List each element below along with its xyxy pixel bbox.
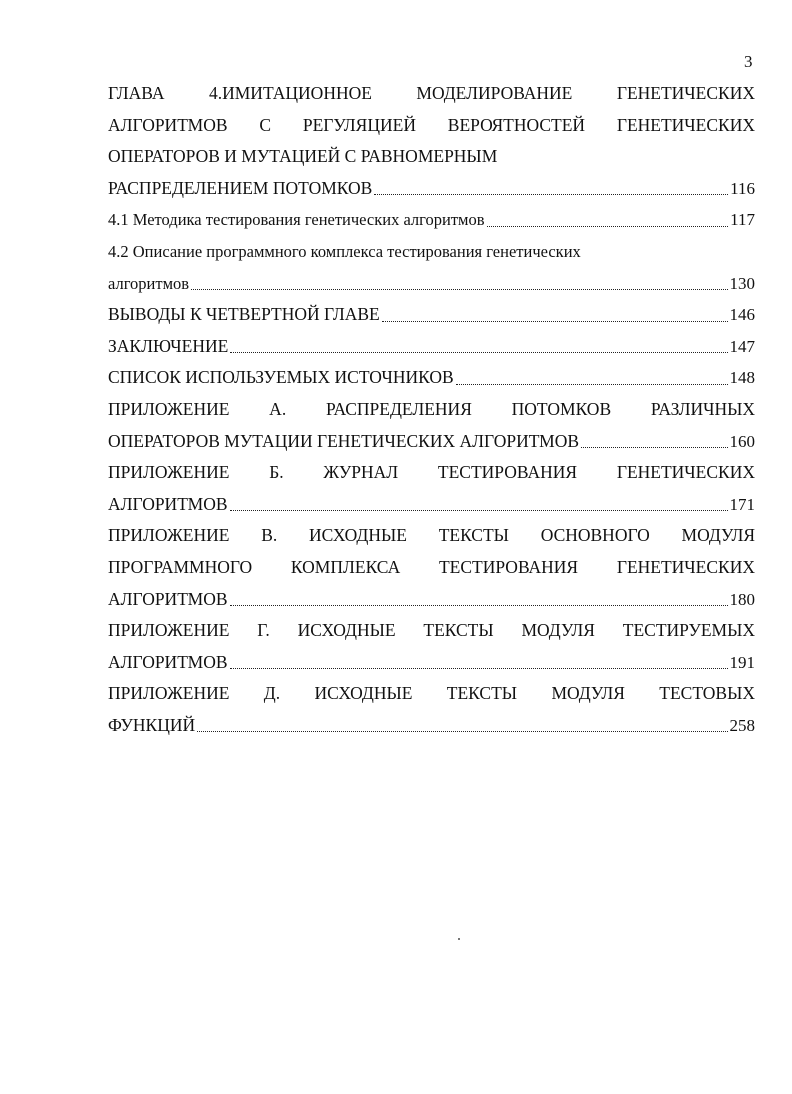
toc-entry-line: 4.1 Методика тестирования генетических алгоритмов xyxy=(108,210,485,230)
toc-entry-line: ГЛАВА 4.ИМИТАЦИОННОЕ МОДЕЛИРОВАНИЕ ГЕНЕТИЧЕСКИХ xyxy=(108,83,755,103)
toc-page-number: 117 xyxy=(730,210,755,230)
dot-leader xyxy=(230,352,727,353)
toc-entry-last-line xyxy=(108,362,755,394)
toc-entry-line: АЛГОРИТМОВ xyxy=(108,651,228,672)
toc-entry-appendix-g[interactable] xyxy=(108,615,755,678)
toc-entry-line: алгоритмов xyxy=(108,273,190,293)
toc-entry-line: ОПЕРАТОРОВ МУТАЦИИ ГЕНЕТИЧЕСКИХ АЛГОРИТМОВ xyxy=(108,430,580,451)
toc-entry-conclusion[interactable] xyxy=(108,331,755,363)
toc-entry-last-line xyxy=(108,331,755,363)
toc-page-number: 148 xyxy=(729,368,755,388)
toc-entry-last-line xyxy=(108,268,755,300)
toc-page-number: 171 xyxy=(729,494,755,514)
toc-entry-section-4-1[interactable] xyxy=(108,204,755,236)
dot-leader xyxy=(230,605,728,606)
page-number: 3 xyxy=(744,52,753,71)
dot-leader xyxy=(456,384,728,385)
toc-entry-last-line xyxy=(108,647,755,679)
toc-entry-line: АЛГОРИТМОВ xyxy=(108,493,228,514)
toc-entry-line: ПРИЛОЖЕНИЕ Б. ЖУРНАЛ ТЕСТИРОВАНИЯ ГЕНЕТИЧЕСКИХ xyxy=(108,462,755,483)
toc-entry-line: ВЫВОДЫ К ЧЕТВЕРТНОЙ ГЛАВЕ xyxy=(108,304,380,325)
toc-entry-appendix-d[interactable] xyxy=(108,678,755,741)
scan-speck xyxy=(458,938,460,940)
toc-entry-line: ПРИЛОЖЕНИЕ Д. ИСХОДНЫЕ ТЕКСТЫ МОДУЛЯ ТЕСТОВЫХ xyxy=(108,683,755,704)
toc-entry-last-line xyxy=(108,489,755,521)
toc-entry-last-line xyxy=(108,710,755,742)
toc-page-number: 160 xyxy=(729,431,755,451)
toc-entry-line: ЗАКЛЮЧЕНИЕ xyxy=(108,335,229,356)
dot-leader xyxy=(487,226,729,227)
toc-page-number: 146 xyxy=(729,305,755,325)
toc-entry-appendix-a[interactable] xyxy=(108,394,755,457)
dot-leader xyxy=(581,447,727,448)
toc-entry-last-line xyxy=(108,426,755,458)
toc-entry-appendix-b[interactable] xyxy=(108,457,755,520)
toc-entry-section-4-2[interactable] xyxy=(108,236,755,299)
toc-entry-line: ПРИЛОЖЕНИЕ Г. ИСХОДНЫЕ ТЕКСТЫ МОДУЛЯ ТЕСТИРУЕМЫХ xyxy=(108,620,755,641)
table-of-contents xyxy=(108,78,755,741)
toc-entry-line: СПИСОК ИСПОЛЬЗУЕМЫХ ИСТОЧНИКОВ xyxy=(108,367,454,388)
toc-entry-line: ПРОГРАММНОГО КОМПЛЕКСА ТЕСТИРОВАНИЯ ГЕНЕТИЧЕСКИХ xyxy=(108,556,755,577)
dot-leader xyxy=(374,194,728,195)
toc-entry-chapter-4-conclusions[interactable] xyxy=(108,299,755,331)
toc-entry-last-line xyxy=(108,584,755,616)
toc-page-number: 180 xyxy=(729,589,755,609)
toc-page-number: 147 xyxy=(729,336,755,356)
toc-page-number: 116 xyxy=(730,178,755,198)
toc-page-number: 130 xyxy=(729,273,755,293)
dot-leader xyxy=(191,289,727,290)
dot-leader xyxy=(197,731,727,732)
dot-leader xyxy=(382,321,728,322)
toc-page-number: 191 xyxy=(729,652,755,672)
toc-entry-line: ПРИЛОЖЕНИЕ А. РАСПРЕДЕЛЕНИЯ ПОТОМКОВ РАЗЛИЧНЫХ xyxy=(108,398,755,419)
toc-entry-last-line xyxy=(108,299,755,331)
toc-entry-line: АЛГОРИТМОВ С РЕГУЛЯЦИЕЙ ВЕРОЯТНОСТЕЙ ГЕНЕТИЧЕСКИХ xyxy=(108,114,755,135)
dot-leader xyxy=(230,510,728,511)
toc-entry-references[interactable] xyxy=(108,362,755,394)
toc-entry-line: 4.2 Описание программного комплекса тестирования генетических xyxy=(108,241,581,261)
toc-entry-line: ПРИЛОЖЕНИЕ В. ИСХОДНЫЕ ТЕКСТЫ ОСНОВНОГО МОДУЛЯ xyxy=(108,525,755,546)
dot-leader xyxy=(230,668,728,669)
toc-entry-line: РАСПРЕДЕЛЕНИЕМ ПОТОМКОВ xyxy=(108,177,373,198)
toc-entry-line: АЛГОРИТМОВ xyxy=(108,588,228,609)
toc-entry-line: ФУНКЦИЙ xyxy=(108,714,196,735)
toc-entry-line: ОПЕРАТОРОВ И МУТАЦИЕЙ С РАВНОМЕРНЫМ xyxy=(108,146,498,167)
toc-entry-last-line xyxy=(108,173,755,205)
toc-entry-appendix-v[interactable] xyxy=(108,520,755,615)
toc-page-number: 258 xyxy=(729,715,755,735)
toc-entry-last-line xyxy=(108,204,755,236)
toc-entry-chapter-4[interactable] xyxy=(108,78,755,204)
